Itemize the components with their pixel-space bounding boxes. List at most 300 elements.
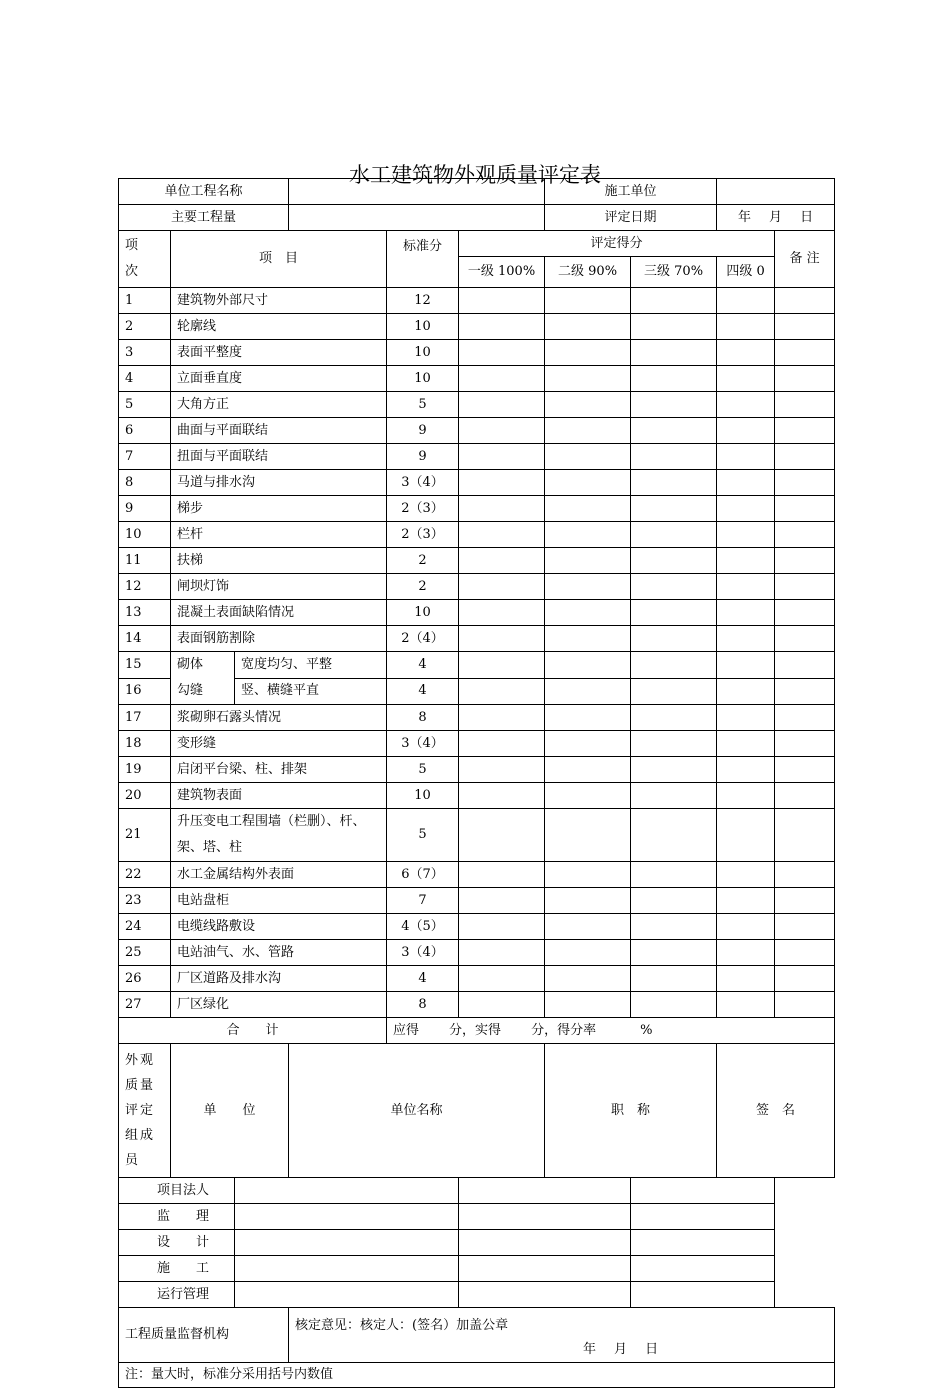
grade4-cell[interactable] xyxy=(717,496,775,522)
supervision-group xyxy=(119,1308,835,1388)
col-no-header xyxy=(119,231,171,288)
row-no: 21 xyxy=(119,809,171,862)
remark-cell[interactable] xyxy=(775,470,835,496)
grade1-cell[interactable] xyxy=(459,522,545,548)
supervision-day: 日 xyxy=(645,1342,659,1357)
committee-member-row xyxy=(119,1282,835,1308)
row-std-score: 8 xyxy=(387,992,459,1018)
grade2-cell[interactable] xyxy=(545,314,631,340)
row-std-score: 2（3） xyxy=(387,522,459,548)
grade1-cell[interactable] xyxy=(459,966,545,992)
grade2-cell[interactable] xyxy=(545,940,631,966)
supervision-opinion: 核定意见：核定人：(签名）加盖公章 xyxy=(295,1318,509,1333)
row-std-score: 5 xyxy=(387,392,459,418)
committee-unit-name-cell[interactable] xyxy=(235,1178,459,1204)
row-no: 16 xyxy=(119,678,171,705)
main-quantity-field[interactable] xyxy=(289,205,545,231)
grade4-cell[interactable] xyxy=(717,444,775,470)
committee-member-row xyxy=(119,1204,835,1230)
grade1-cell[interactable] xyxy=(459,340,545,366)
grade4-cell[interactable] xyxy=(717,366,775,392)
masonry-rows xyxy=(119,652,835,705)
grade1-cell[interactable] xyxy=(459,992,545,1018)
remark-cell[interactable] xyxy=(775,966,835,992)
row-item: 表面钢筋割除 xyxy=(171,626,387,652)
eval-date-year: 年 xyxy=(738,209,752,225)
grade1-cell[interactable] xyxy=(459,444,545,470)
table-row xyxy=(119,314,835,340)
table-row xyxy=(119,888,835,914)
grade1-cell[interactable] xyxy=(459,470,545,496)
row-std-score: 6（7） xyxy=(387,862,459,888)
committee-title-cell[interactable] xyxy=(459,1230,631,1256)
grade1-cell[interactable] xyxy=(459,809,545,862)
grade3-cell[interactable] xyxy=(631,626,717,652)
committee-unit-name-cell[interactable] xyxy=(235,1256,459,1282)
total-percent: % xyxy=(640,1022,653,1038)
table-row xyxy=(119,522,835,548)
remark-cell[interactable] xyxy=(775,340,835,366)
grade2-cell[interactable] xyxy=(545,992,631,1018)
row-no: 1 xyxy=(119,288,171,314)
total-points1: 分，实得 xyxy=(449,1022,502,1038)
row-std-score: 9 xyxy=(387,444,459,470)
row-item: 栏杆 xyxy=(171,522,387,548)
remark-cell[interactable] xyxy=(775,940,835,966)
row-item: 表面平整度 xyxy=(171,340,387,366)
row-std-score: 4（5） xyxy=(387,914,459,940)
remark-cell[interactable] xyxy=(775,444,835,470)
committee-unit-name-cell[interactable] xyxy=(235,1230,459,1256)
row-std-score: 8 xyxy=(387,705,459,731)
grade2-cell[interactable] xyxy=(545,340,631,366)
grade2-cell[interactable] xyxy=(545,548,631,574)
grade3-cell[interactable] xyxy=(631,705,717,731)
grade3-cell[interactable] xyxy=(631,652,717,679)
row-std-score: 2 xyxy=(387,548,459,574)
committee-unit-name-cell[interactable] xyxy=(235,1282,459,1308)
eval-date-label: 评定日期 xyxy=(545,205,717,231)
row-std-score: 2 xyxy=(387,574,459,600)
grade2-cell[interactable] xyxy=(545,652,631,679)
row-item: 立面垂直度 xyxy=(171,366,387,392)
row-std-score: 10 xyxy=(387,783,459,809)
remark-cell[interactable] xyxy=(775,548,835,574)
grade3-cell[interactable] xyxy=(631,470,717,496)
committee-title-cell[interactable] xyxy=(459,1282,631,1308)
grade4-cell[interactable] xyxy=(717,522,775,548)
remark-cell[interactable] xyxy=(775,757,835,783)
committee-unit-header: 单 位 xyxy=(171,1044,289,1178)
committee-member-rows xyxy=(119,1178,835,1308)
row-item: 扭面与平面联结 xyxy=(171,444,387,470)
table-row xyxy=(119,705,835,731)
remark-cell[interactable] xyxy=(775,288,835,314)
table-row xyxy=(119,470,835,496)
row-no: 17 xyxy=(119,705,171,731)
table-row xyxy=(119,626,835,652)
table-row xyxy=(119,444,835,470)
table-row xyxy=(119,783,835,809)
committee-member-role: 设 计 xyxy=(119,1230,235,1256)
row-item: 宽度均匀、平整 xyxy=(235,652,387,679)
col-remark-header: 备 注 xyxy=(775,231,835,288)
remark-cell[interactable] xyxy=(775,574,835,600)
grade4-cell[interactable] xyxy=(717,470,775,496)
grade4-cell[interactable] xyxy=(717,626,775,652)
col-grade3-header: 三级 70% xyxy=(631,257,717,288)
row-item: 厂区道路及排水沟 xyxy=(171,966,387,992)
table-row xyxy=(119,757,835,783)
grade4-cell[interactable] xyxy=(717,757,775,783)
grade2-cell[interactable] xyxy=(545,496,631,522)
grade4-cell[interactable] xyxy=(717,966,775,992)
total-should: 应得 xyxy=(393,1022,420,1038)
grade1-cell[interactable] xyxy=(459,652,545,679)
grade2-cell[interactable] xyxy=(545,809,631,862)
remark-cell[interactable] xyxy=(775,809,835,862)
committee-member-row xyxy=(119,1178,835,1204)
row-no: 20 xyxy=(119,783,171,809)
table-row xyxy=(119,418,835,444)
grade1-cell[interactable] xyxy=(459,757,545,783)
grade4-cell[interactable] xyxy=(717,314,775,340)
item-rows-a xyxy=(119,288,835,652)
row-no: 23 xyxy=(119,888,171,914)
grade3-cell[interactable] xyxy=(631,522,717,548)
table-row xyxy=(119,809,835,862)
eval-date-field[interactable] xyxy=(717,205,835,231)
grade2-cell[interactable] xyxy=(545,888,631,914)
row-item: 竖、横缝平直 xyxy=(235,678,387,705)
committee-sign-cell[interactable] xyxy=(631,1282,775,1308)
remark-cell[interactable] xyxy=(775,862,835,888)
row-item: 升压变电工程围墙（栏删）、杆、架、塔、柱 xyxy=(171,809,387,862)
grade4-cell[interactable] xyxy=(717,862,775,888)
remark-cell[interactable] xyxy=(775,705,835,731)
committee-sign-cell[interactable] xyxy=(631,1178,775,1204)
grade1-cell[interactable] xyxy=(459,678,545,705)
row-no: 11 xyxy=(119,548,171,574)
remark-cell[interactable] xyxy=(775,600,835,626)
row-item: 电站油气、水、管路 xyxy=(171,940,387,966)
committee-unit-name-header: 单位名称 xyxy=(289,1044,545,1178)
grade3-cell[interactable] xyxy=(631,966,717,992)
eval-date-month: 月 xyxy=(769,209,783,225)
row-std-score: 3（4） xyxy=(387,940,459,966)
grade1-cell[interactable] xyxy=(459,862,545,888)
row-no: 18 xyxy=(119,731,171,757)
row-no: 6 xyxy=(119,418,171,444)
grade2-cell[interactable] xyxy=(545,444,631,470)
footnote: 注：量大时，标准分采用括号内数值 xyxy=(119,1363,835,1388)
row-std-score: 10 xyxy=(387,314,459,340)
remark-cell[interactable] xyxy=(775,314,835,340)
grade4-cell[interactable] xyxy=(717,340,775,366)
column-header-row-1 xyxy=(119,231,835,257)
grade2-cell[interactable] xyxy=(545,470,631,496)
col-grade4-header: 四级 0 xyxy=(717,257,775,288)
form-title: 水工建筑物外观质量评定表 xyxy=(349,163,601,187)
grade4-cell[interactable] xyxy=(717,600,775,626)
committee-member-role: 监 理 xyxy=(119,1204,235,1230)
row-item: 水工金属结构外表面 xyxy=(171,862,387,888)
remark-cell[interactable] xyxy=(775,418,835,444)
masonry-group-line2: 勾缝 xyxy=(177,683,204,698)
grade3-cell[interactable] xyxy=(631,574,717,600)
row-item: 建筑物外部尺寸 xyxy=(171,288,387,314)
row-std-score: 9 xyxy=(387,418,459,444)
row-no: 5 xyxy=(119,392,171,418)
grade4-cell[interactable] xyxy=(717,731,775,757)
grade1-cell[interactable] xyxy=(459,392,545,418)
grade4-cell[interactable] xyxy=(717,992,775,1018)
grade3-cell[interactable] xyxy=(631,340,717,366)
construction-unit-label: 施工单位 xyxy=(545,179,717,205)
unit-project-field[interactable] xyxy=(289,179,545,205)
grade3-cell[interactable] xyxy=(631,914,717,940)
grade3-cell[interactable] xyxy=(631,444,717,470)
table-row xyxy=(119,966,835,992)
row-item: 电缆线路敷设 xyxy=(171,914,387,940)
remark-cell[interactable] xyxy=(775,678,835,705)
row-no: 13 xyxy=(119,600,171,626)
row-item: 扶梯 xyxy=(171,548,387,574)
grade1-cell[interactable] xyxy=(459,626,545,652)
grade3-cell[interactable] xyxy=(631,757,717,783)
grade2-cell[interactable] xyxy=(545,600,631,626)
table-row xyxy=(119,600,835,626)
table-row xyxy=(119,340,835,366)
grade1-cell[interactable] xyxy=(459,288,545,314)
grade1-cell[interactable] xyxy=(459,418,545,444)
committee-sign-cell[interactable] xyxy=(631,1230,775,1256)
masonry-group-line1: 砌体 xyxy=(177,657,204,672)
row-std-score: 3（4） xyxy=(387,470,459,496)
grade3-cell[interactable] xyxy=(631,783,717,809)
construction-unit-field[interactable] xyxy=(717,179,835,205)
item-rows-c xyxy=(119,862,835,1018)
grade2-cell[interactable] xyxy=(545,574,631,600)
row-std-score: 4 xyxy=(387,652,459,679)
total-points2: 分，得分率 xyxy=(531,1022,597,1038)
unit-project-label: 单位工程名称 xyxy=(119,179,289,205)
committee-member-role: 施 工 xyxy=(119,1256,235,1282)
grade1-cell[interactable] xyxy=(459,705,545,731)
row-no: 25 xyxy=(119,940,171,966)
grade4-cell[interactable] xyxy=(717,705,775,731)
total-and-footer xyxy=(119,1018,835,1178)
grade4-cell[interactable] xyxy=(717,783,775,809)
col-no-line1: 项 xyxy=(125,238,139,253)
total-row xyxy=(119,1018,835,1044)
grade4-cell[interactable] xyxy=(717,392,775,418)
grade3-cell[interactable] xyxy=(631,548,717,574)
supervision-row xyxy=(119,1308,835,1363)
row-item: 厂区绿化 xyxy=(171,992,387,1018)
grade2-cell[interactable] xyxy=(545,678,631,705)
grade3-cell[interactable] xyxy=(631,314,717,340)
grade3-cell[interactable] xyxy=(631,992,717,1018)
remark-cell[interactable] xyxy=(775,392,835,418)
grade4-cell[interactable] xyxy=(717,678,775,705)
grade4-cell[interactable] xyxy=(717,574,775,600)
committee-header-row xyxy=(119,1044,835,1178)
grade2-cell[interactable] xyxy=(545,366,631,392)
header-row-quantity xyxy=(119,205,835,231)
total-label: 合 计 xyxy=(119,1018,387,1044)
row-item: 曲面与平面联结 xyxy=(171,418,387,444)
grade2-cell[interactable] xyxy=(545,392,631,418)
grade3-cell[interactable] xyxy=(631,496,717,522)
row-std-score: 4 xyxy=(387,678,459,705)
row-no: 24 xyxy=(119,914,171,940)
col-no-line2: 次 xyxy=(125,264,139,279)
row-std-score: 10 xyxy=(387,600,459,626)
grade2-cell[interactable] xyxy=(545,862,631,888)
row-no: 14 xyxy=(119,626,171,652)
row-item: 闸坝灯饰 xyxy=(171,574,387,600)
col-std-score-header: 标准分 xyxy=(387,231,459,288)
grade1-cell[interactable] xyxy=(459,574,545,600)
table-row xyxy=(119,496,835,522)
row-no: 12 xyxy=(119,574,171,600)
row-std-score: 10 xyxy=(387,340,459,366)
grade2-cell[interactable] xyxy=(545,757,631,783)
table-row xyxy=(119,862,835,888)
row-item: 浆砌卵石露头情况 xyxy=(171,705,387,731)
row-no: 4 xyxy=(119,366,171,392)
row-std-score: 2（3） xyxy=(387,496,459,522)
remark-cell[interactable] xyxy=(775,522,835,548)
grade4-cell[interactable] xyxy=(717,914,775,940)
grade2-cell[interactable] xyxy=(545,914,631,940)
grade4-cell[interactable] xyxy=(717,548,775,574)
grade2-cell[interactable] xyxy=(545,418,631,444)
table-row xyxy=(119,940,835,966)
grade3-cell[interactable] xyxy=(631,888,717,914)
committee-member-row xyxy=(119,1256,835,1282)
row-no: 19 xyxy=(119,757,171,783)
grade1-cell[interactable] xyxy=(459,366,545,392)
masonry-group-label xyxy=(171,652,235,705)
row-item: 轮廓线 xyxy=(171,314,387,340)
remark-cell[interactable] xyxy=(775,914,835,940)
committee-member-row xyxy=(119,1230,835,1256)
committee-title-cell[interactable] xyxy=(459,1256,631,1282)
grade1-cell[interactable] xyxy=(459,940,545,966)
col-item-header: 项 目 xyxy=(171,231,387,288)
grade1-cell[interactable] xyxy=(459,548,545,574)
grade3-cell[interactable] xyxy=(631,600,717,626)
grade4-cell[interactable] xyxy=(717,288,775,314)
grade1-cell[interactable] xyxy=(459,600,545,626)
item-rows-b xyxy=(119,705,835,809)
grade2-cell[interactable] xyxy=(545,731,631,757)
committee-member-role: 项目法人 xyxy=(119,1178,235,1204)
remark-cell[interactable] xyxy=(775,626,835,652)
grade2-cell[interactable] xyxy=(545,522,631,548)
row-no: 22 xyxy=(119,862,171,888)
grade3-cell[interactable] xyxy=(631,418,717,444)
grade1-cell[interactable] xyxy=(459,783,545,809)
grade1-cell[interactable] xyxy=(459,731,545,757)
supervision-opinion-cell[interactable] xyxy=(289,1308,835,1363)
grade3-cell[interactable] xyxy=(631,288,717,314)
committee-member-role: 运行管理 xyxy=(119,1282,235,1308)
grade2-cell[interactable] xyxy=(545,626,631,652)
committee-title-cell[interactable] xyxy=(459,1178,631,1204)
grade1-cell[interactable] xyxy=(459,914,545,940)
committee-title-header: 职 称 xyxy=(545,1044,717,1178)
row-item: 梯步 xyxy=(171,496,387,522)
grade3-cell[interactable] xyxy=(631,366,717,392)
committee-title-cell[interactable] xyxy=(459,1204,631,1230)
row-item: 启闭平台梁、柱、排架 xyxy=(171,757,387,783)
remark-cell[interactable] xyxy=(775,888,835,914)
header-row-unit xyxy=(119,179,835,205)
row-item: 混凝土表面缺陷情况 xyxy=(171,600,387,626)
grade3-cell[interactable] xyxy=(631,862,717,888)
grade3-cell[interactable] xyxy=(631,809,717,862)
row-item: 建筑物表面 xyxy=(171,783,387,809)
remark-cell[interactable] xyxy=(775,783,835,809)
table-row xyxy=(119,731,835,757)
grade4-cell[interactable] xyxy=(717,418,775,444)
remark-cell[interactable] xyxy=(775,652,835,679)
grade1-cell[interactable] xyxy=(459,496,545,522)
grade3-cell[interactable] xyxy=(631,731,717,757)
remark-cell[interactable] xyxy=(775,992,835,1018)
eval-date-day: 日 xyxy=(800,209,814,225)
grade1-cell[interactable] xyxy=(459,888,545,914)
grade2-cell[interactable] xyxy=(545,705,631,731)
row-std-score: 7 xyxy=(387,888,459,914)
grade2-cell[interactable] xyxy=(545,966,631,992)
grade2-cell[interactable] xyxy=(545,783,631,809)
row-item: 电站盘柜 xyxy=(171,888,387,914)
grade4-cell[interactable] xyxy=(717,940,775,966)
grade4-cell[interactable] xyxy=(717,652,775,679)
grade3-cell[interactable] xyxy=(631,392,717,418)
grade1-cell[interactable] xyxy=(459,314,545,340)
grade4-cell[interactable] xyxy=(717,809,775,862)
total-score-text xyxy=(387,1018,835,1044)
table-row xyxy=(119,548,835,574)
row-std-score: 10 xyxy=(387,366,459,392)
committee-sign-header: 签 名 xyxy=(717,1044,835,1178)
remark-cell[interactable] xyxy=(775,366,835,392)
row-item: 马道与排水沟 xyxy=(171,470,387,496)
grade3-cell[interactable] xyxy=(631,940,717,966)
col-grade1-header: 一级 100% xyxy=(459,257,545,288)
table-row xyxy=(119,392,835,418)
committee-unit-name-cell[interactable] xyxy=(235,1204,459,1230)
row-std-score: 5 xyxy=(387,809,459,862)
row-no: 8 xyxy=(119,470,171,496)
grade2-cell[interactable] xyxy=(545,288,631,314)
table-row xyxy=(119,914,835,940)
row-21-group xyxy=(119,809,835,862)
row-no: 27 xyxy=(119,992,171,1018)
grade3-cell[interactable] xyxy=(631,678,717,705)
committee-sign-cell[interactable] xyxy=(631,1204,775,1230)
grade4-cell[interactable] xyxy=(717,888,775,914)
remark-cell[interactable] xyxy=(775,496,835,522)
committee-sign-cell[interactable] xyxy=(631,1256,775,1282)
table-row xyxy=(119,992,835,1018)
remark-cell[interactable] xyxy=(775,731,835,757)
